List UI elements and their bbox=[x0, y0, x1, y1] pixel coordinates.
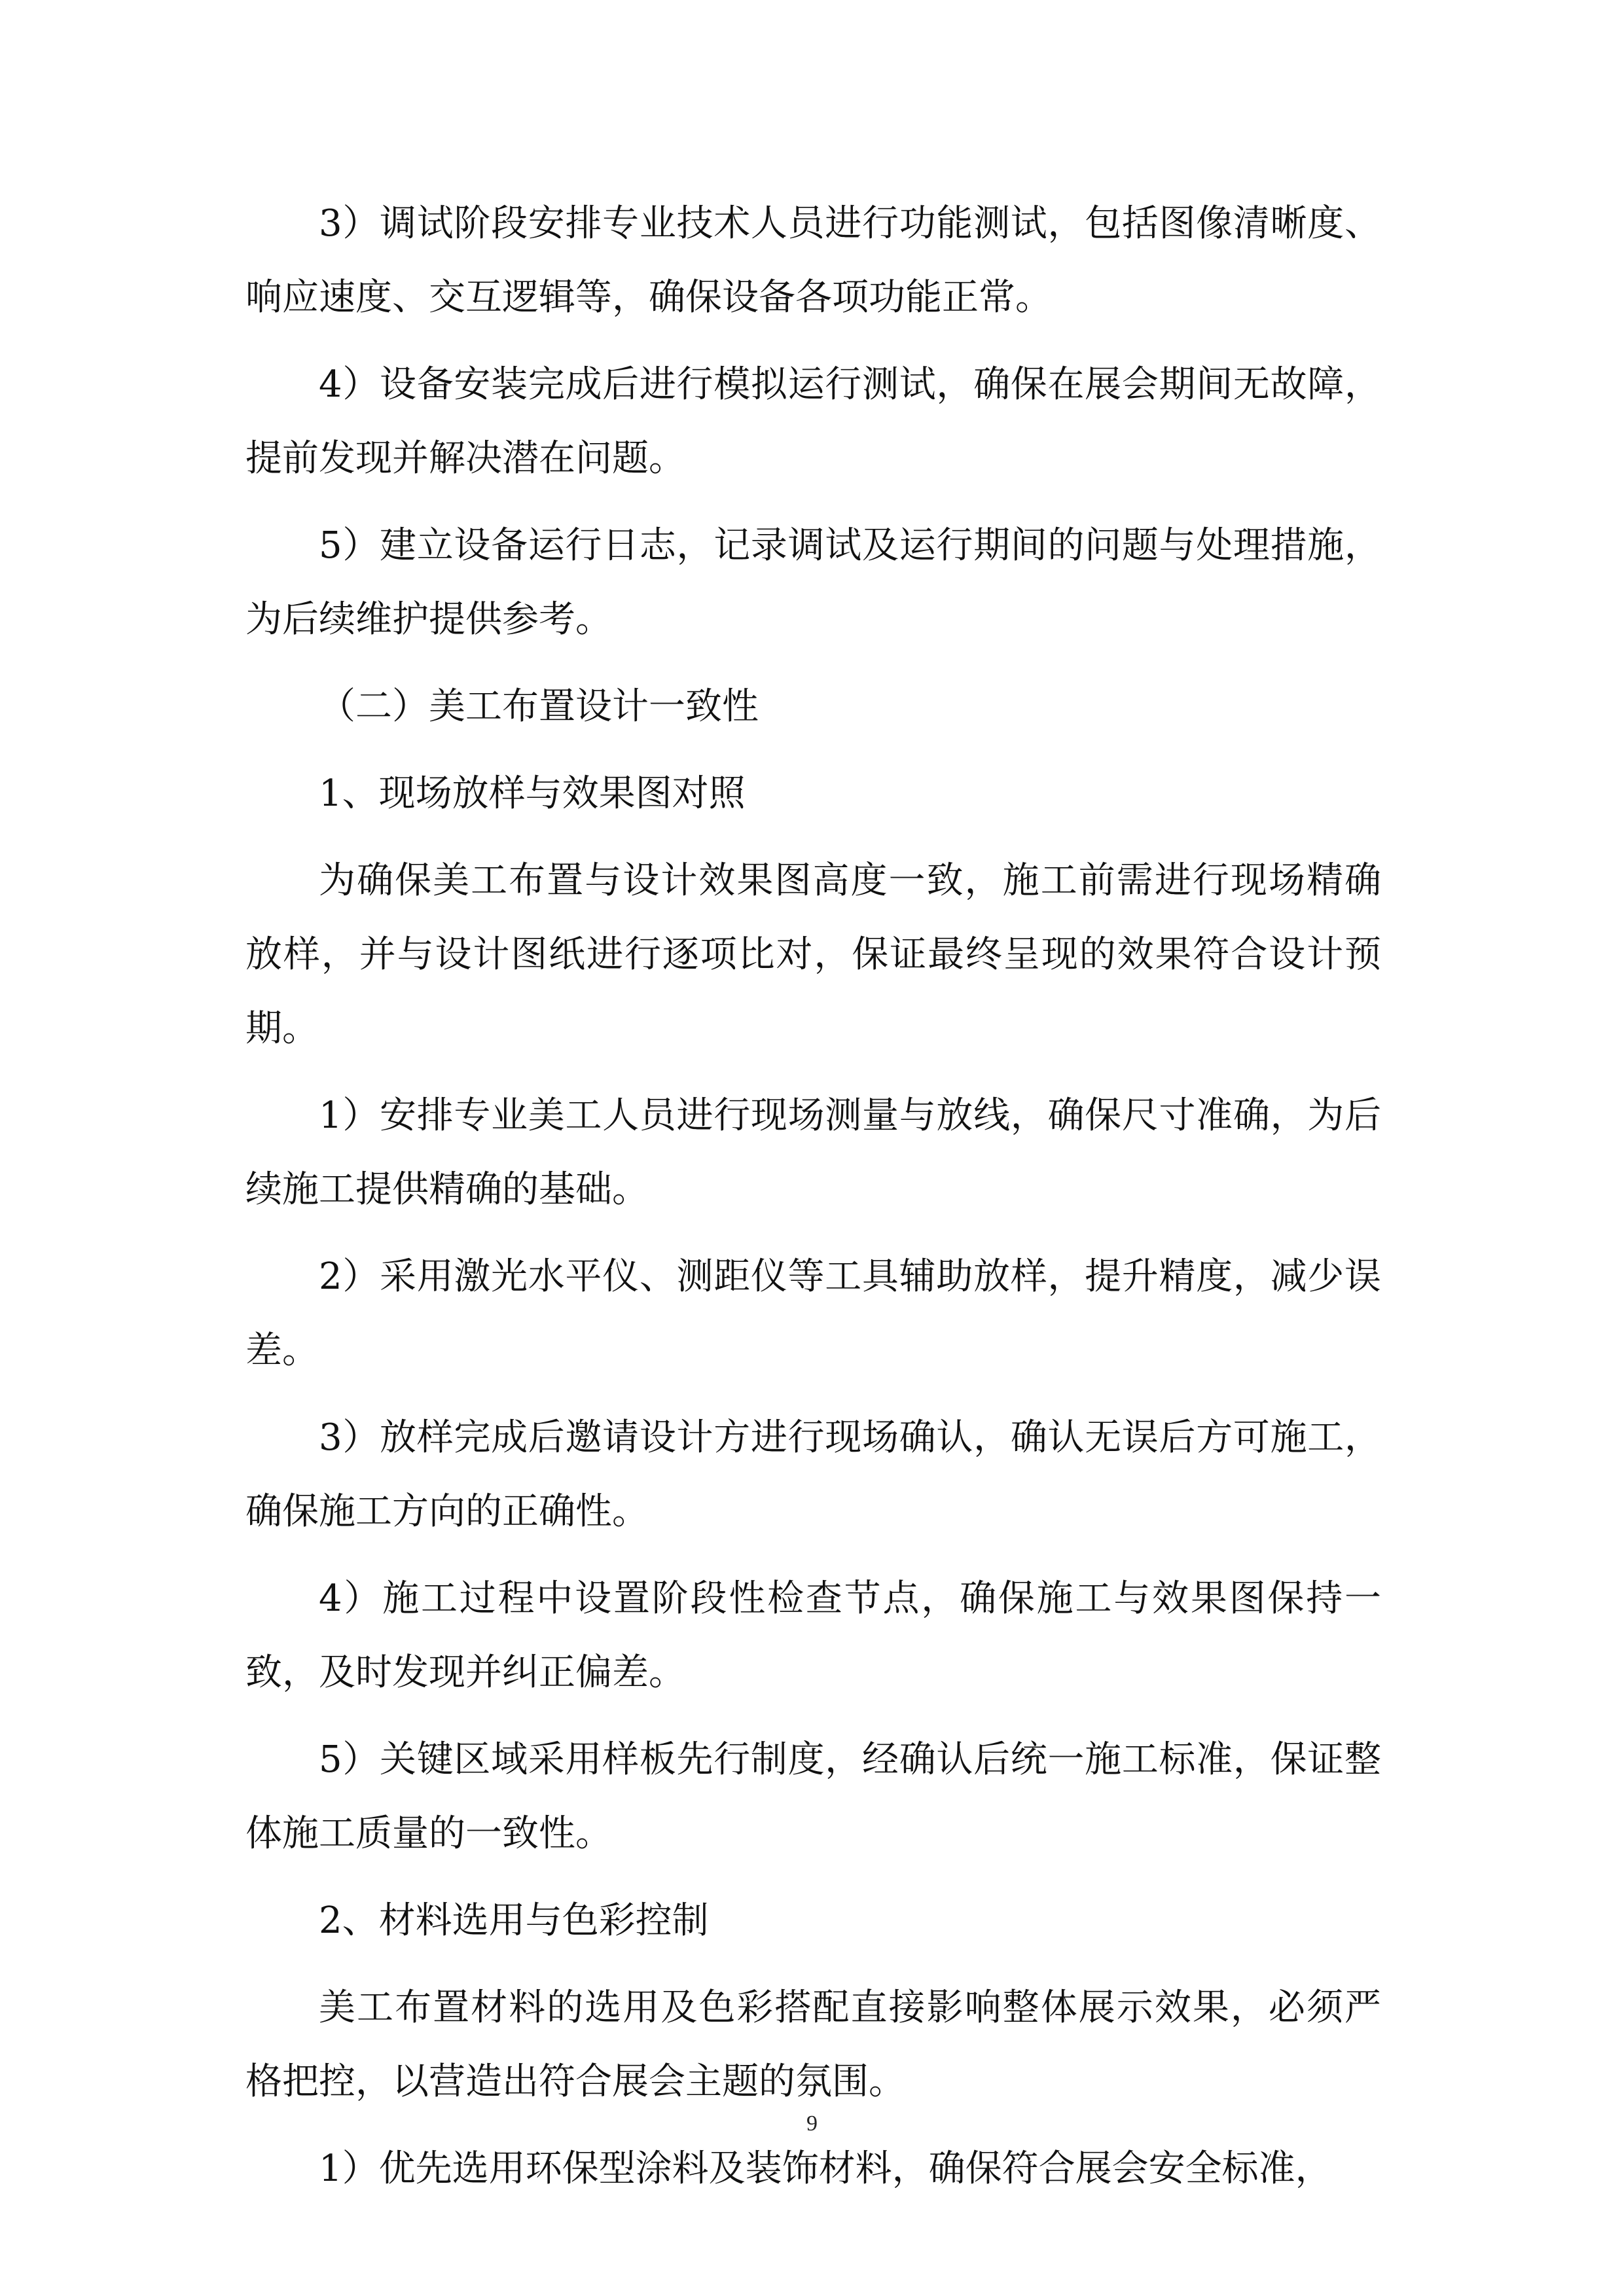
body-text bbox=[245, 187, 1381, 2219]
paragraph-7: 3）放样完成后邀请设计方进行现场确认，确认无误后方可施工，确保施工方向的正确性。 bbox=[245, 1416, 1381, 1533]
page-number: 9 bbox=[806, 2111, 818, 2136]
paragraph-2: 4）设备安装完成后进行模拟运行测试，确保在展会期间无故障，提前发现并解决潜在问题。 bbox=[245, 363, 1381, 480]
paragraph-1: 3）调试阶段安排专业技术人员进行功能测试，包括图像清晰度、响应速度、交互逻辑等，确保设备各项功能正常。 bbox=[245, 202, 1381, 319]
paragraph-10: 美工布置材料的选用及色彩搭配直接影响整体展示效果，必须严格把控，以营造出符合展会主题的氛围。 bbox=[245, 1986, 1381, 2103]
paragraph-8: 4）施工过程中设置阶段性检查节点，确保施工与效果图保持一致，及时发现并纠正偏差。 bbox=[245, 1577, 1381, 1694]
paragraph-5: 1）安排专业美工人员进行现场测量与放线，确保尺寸准确，为后续施工提供精确的基础。 bbox=[245, 1094, 1381, 1211]
paragraph-11: 1）优先选用环保型涂料及装饰材料，确保符合展会安全标准， bbox=[319, 2147, 1332, 2190]
paragraph-3: 5）建立设备运行日志，记录调试及运行期间的问题与处理措施，为后续维护提供参考。 bbox=[245, 524, 1381, 641]
subsection-heading-2: 2、材料选用与色彩控制 bbox=[319, 1899, 709, 1942]
paragraph-4: 为确保美工布置与设计效果图高度一致，施工前需进行现场精确放样，并与设计图纸进行逐项比对，保证最终呈现的效果符合设计预期。 bbox=[245, 859, 1381, 1050]
section-heading: （二）美工布置设计一致性 bbox=[319, 685, 759, 728]
paragraph-6: 2）采用激光水平仪、测距仪等工具辅助放样，提升精度，减少误差。 bbox=[245, 1255, 1381, 1372]
subsection-heading-1: 1、现场放样与效果图对照 bbox=[319, 772, 746, 815]
paragraph-9: 5）关键区域采用样板先行制度，经确认后统一施工标准，保证整体施工质量的一致性。 bbox=[245, 1738, 1381, 1855]
